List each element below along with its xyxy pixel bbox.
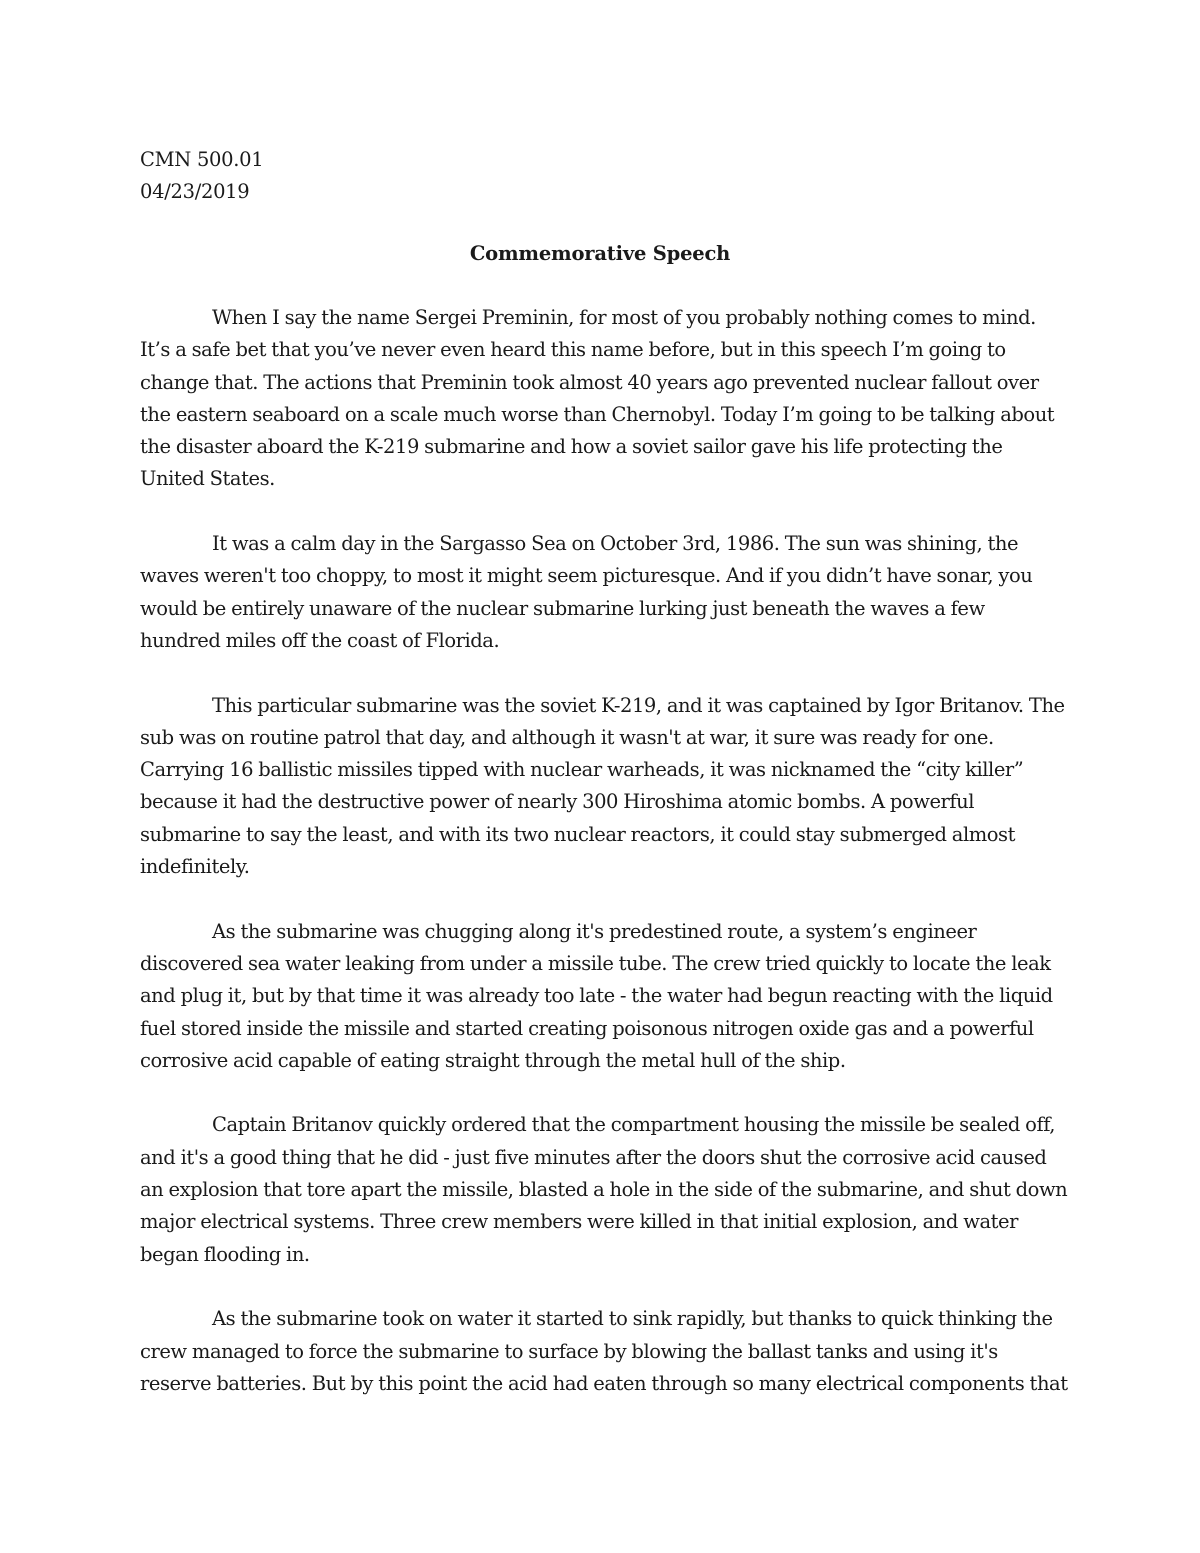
course-code: CMN 500.01 xyxy=(140,148,264,171)
document-header xyxy=(140,144,263,208)
paragraph-5: Captain Britanov quickly ordered that the compartment housing the missile be sealed off, and it's a good thing that he did - just five minutes after the doors shut the corrosive acid caused an explosion that tore apart the missile, blasted a hole in the side of the submarine, and shut down major electrical systems. Three crew members were killed in that initial explosion, and water began flooding in. xyxy=(140,1113,1068,1266)
paragraph-6: As the submarine took on water it started to sink rapidly, but thanks to quick thinking the crew managed to force the submarine to surface by blowing the ballast tanks and using it's reserve batteries. But by this point the acid had eaten through so many electrical components that xyxy=(140,1307,1068,1395)
speech-body xyxy=(140,302,1068,1400)
paragraph-2: It was a calm day in the Sargasso Sea on October 3rd, 1986. The sun was shining, the waves weren't too choppy, to most it might seem picturesque. And if you didn’t have sonar, you would be entirely unaware of the nuclear submarine lurking just beneath the waves a few hundred miles off the coast of Florida. xyxy=(140,532,1033,652)
page-title: Commemorative Speech xyxy=(469,242,731,265)
paragraph-4: As the submarine was chugging along it's predestined route, a system’s engineer discovered sea water leaking from under a missile tube. The crew tried quickly to locate the leak and plug it, but by that time it was already too late - the water had begun reacting with the liquid fuel stored inside the missile and started creating poisonous nitrogen oxide gas and a powerful corrosive acid capable of eating straight through the metal hull of the ship. xyxy=(140,919,1053,1072)
document-date: 04/23/2019 xyxy=(140,180,250,203)
paragraph-1: When I say the name Sergei Preminin, for most of you probably nothing comes to mind. It’s a safe bet that you’ve never even heard this name before, but in this speech I’m going to change that. The actions that Preminin took almost 40 years ago prevented nuclear fallout over the eastern seaboard on a scale much worse than Chernobyl. Today I’m going to be talking about the disaster aboard the K-219 submarine and how a soviet sailor gave his life protecting the United States. xyxy=(140,306,1055,491)
paragraph-3: This particular submarine was the soviet K-219, and it was captained by Igor Britanov. The sub was on routine patrol that day, and although it wasn't at war, it sure was ready for one. Carrying 16 ballistic missiles tipped with nuclear warheads, it was nicknamed the “city killer” because it had the destructive power of nearly 300 Hiroshima atomic bombs. A powerful submarine to say the least, and with its two nuclear reactors, it could stay submerged almost indefinitely. xyxy=(140,693,1065,879)
